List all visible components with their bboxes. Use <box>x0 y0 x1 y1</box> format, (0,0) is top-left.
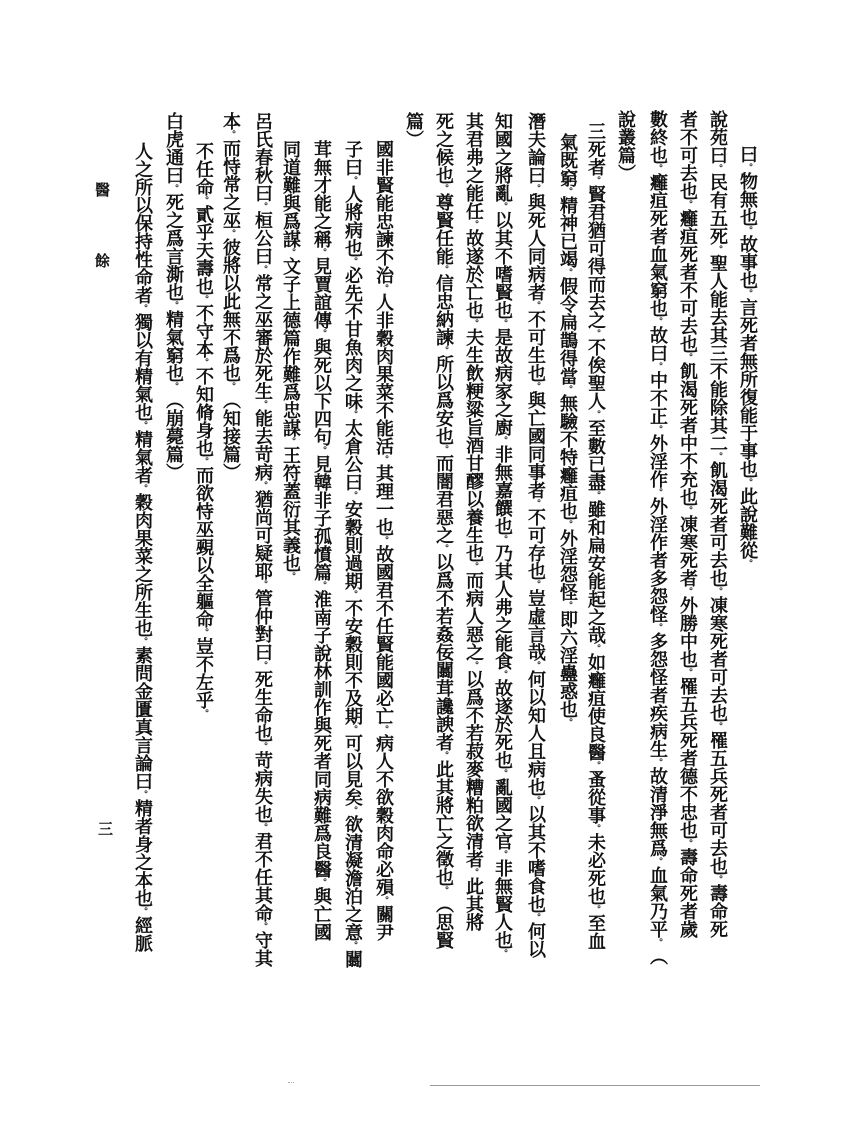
punctuation-mark: 。 <box>347 257 357 266</box>
punctuation-mark: 。 <box>530 796 540 805</box>
punctuation-mark: 。 <box>590 905 600 914</box>
punctuation-mark: 。 <box>590 176 600 185</box>
punctuation-mark: 。 <box>198 628 208 637</box>
punctuation-mark: 。 <box>652 488 662 497</box>
punctuation-mark: 。 <box>347 410 357 419</box>
punctuation-mark: 。 <box>682 839 692 848</box>
footer-rule <box>430 1085 760 1086</box>
punctuation-mark: 。 <box>562 385 572 394</box>
punctuation-mark: 。 <box>438 544 448 553</box>
punctuation-mark: 。 <box>652 164 662 173</box>
punctuation-mark: 。 <box>316 446 326 455</box>
punctuation-mark: 。 <box>562 187 572 196</box>
punctuation-mark: 。 <box>682 200 692 209</box>
punctuation-mark: 。 <box>316 581 326 590</box>
text-column: 呂氏春秋曰。桓公曰。常之巫審於死生。能去苛病。猶尚可疑耶。管仲對曰。死生命也。苛病失也。君不任其命。守其 <box>252 112 273 967</box>
punctuation-mark: 。 <box>257 481 267 490</box>
punctuation-mark: 。 <box>497 535 507 544</box>
punctuation-mark: 。 <box>198 196 208 205</box>
text-column: 國非賢能忠諫不治。人非穀肉果菜不能活。其理一也。故國君不任賢能國必亡。病人不欲穀肉命必殞。關尹 <box>373 140 394 941</box>
punctuation-mark: 。 <box>137 484 147 493</box>
text-column: 白虎通曰。死之爲言澌也。精氣窮也。︵崩薨篇︶ <box>163 112 184 481</box>
punctuation-mark: 。 <box>652 938 662 947</box>
punctuation-mark: 。 <box>652 857 662 866</box>
punctuation-mark: 。 <box>438 445 448 454</box>
page-number: 三 <box>98 820 114 838</box>
punctuation-mark: 。 <box>438 886 448 895</box>
punctuation-mark: 。 <box>257 580 267 589</box>
text-column: 曰。物無也。故事也。言死者無所復能于事也。此說難從。 <box>737 145 758 568</box>
punctuation-mark: 。 <box>168 184 178 193</box>
punctuation-mark: 。 <box>347 491 357 500</box>
punctuation-mark: 。 <box>316 329 326 338</box>
punctuation-mark: 。 <box>137 304 147 313</box>
punctuation-mark: 。 <box>530 580 540 589</box>
punctuation-mark: 。 <box>652 362 662 371</box>
punctuation-mark: 。 <box>378 455 388 464</box>
running-title: 醫餘 <box>93 182 111 324</box>
punctuation-mark: 。 <box>347 725 357 734</box>
punctuation-mark: 。 <box>590 329 600 338</box>
punctuation-mark: 。 <box>712 875 722 884</box>
punctuation-mark: 。 <box>225 229 235 238</box>
punctuation-mark: 。 <box>225 382 235 391</box>
punctuation-mark: 。 <box>742 478 752 487</box>
punctuation-mark: 。 <box>468 868 478 877</box>
punctuation-mark: 。 <box>257 922 267 931</box>
punctuation-mark: 。 <box>562 601 572 610</box>
punctuation-mark: 。 <box>682 587 692 596</box>
punctuation-mark: 。 <box>168 382 178 391</box>
text-column: 不任命。貳乎天壽也。不守本。不知脩身也。而欲恃巫覡以全軀命。豈不左乎。 <box>193 142 214 718</box>
text-column: 死之候也。尊賢任能。信忠納諫。所以爲安也。而闇君惡之。以爲不若姦佞闒茸讒諛者。此其將亡之徵也。︵思賢 <box>433 112 454 949</box>
punctuation-mark: 。 <box>530 913 540 922</box>
punctuation-mark: 。 <box>285 248 295 257</box>
punctuation-mark: 。 <box>497 670 507 679</box>
punctuation-mark: 。 <box>682 353 692 362</box>
punctuation-mark: 。 <box>347 806 357 815</box>
punctuation-mark: 。 <box>285 572 295 581</box>
text-column: 潛夫論曰。與死人同病者。不可生也。與亡國同事者。不可存也。豈虛言哉。何以知人且病也。以其不嗜食也。何以 <box>525 112 546 958</box>
punctuation-mark: 。 <box>497 850 507 859</box>
punctuation-mark: 。 <box>168 301 178 310</box>
punctuation-mark: 。 <box>347 176 357 185</box>
punctuation-mark: 。 <box>590 491 600 500</box>
punctuation-mark: 。 <box>137 421 147 430</box>
punctuation-mark: 。 <box>682 668 692 677</box>
punctuation-mark: 。 <box>347 941 357 950</box>
punctuation-mark: 。 <box>590 644 600 653</box>
punctuation-mark: 。 <box>316 248 326 257</box>
punctuation-mark: 。 <box>378 896 388 905</box>
punctuation-mark: 。 <box>438 184 448 193</box>
punctuation-mark: 。 <box>712 245 722 254</box>
punctuation-mark: 。 <box>257 742 267 751</box>
punctuation-mark: 。 <box>137 907 147 916</box>
punctuation-mark: 。 <box>257 265 267 274</box>
punctuation-mark: 。 <box>378 725 388 734</box>
punctuation-mark: 。 <box>562 718 572 727</box>
punctuation-mark: 。 <box>468 319 478 328</box>
punctuation-mark: 。 <box>712 164 722 173</box>
punctuation-mark: 。 <box>530 184 540 193</box>
punctuation-mark: 。 <box>652 425 662 434</box>
punctuation-mark: 。 <box>137 790 147 799</box>
punctuation-mark: 。 <box>198 709 208 718</box>
punctuation-mark: 。 <box>468 562 478 571</box>
punctuation-mark: 。 <box>562 520 572 529</box>
text-column: 數終也。癰疽死者血氣窮也。故曰。中不正。外淫作。外淫作者多怨怪。多怨怪者疾病生。故清淨無爲。血氣乃平。︵ <box>647 110 668 965</box>
punctuation-mark: 。 <box>257 823 267 832</box>
punctuation-mark: 。 <box>652 317 662 326</box>
punctuation-mark: 。 <box>530 301 540 310</box>
punctuation-mark: 。 <box>562 268 572 277</box>
punctuation-mark: 。 <box>198 457 208 466</box>
punctuation-mark: 。 <box>497 769 507 778</box>
text-column: 人之所以保持性命者。獨以有精氣也。精氣者。穀肉果菜之所生也。素問金匱真言論曰。精者身之本也。經脈 <box>132 142 153 952</box>
punctuation-mark: 。 <box>347 590 357 599</box>
punctuation-mark: 。 <box>712 587 722 596</box>
punctuation-mark: 。 <box>590 410 600 419</box>
punctuation-mark: 。 <box>742 226 752 235</box>
punctuation-mark: 。 <box>468 661 478 670</box>
punctuation-mark: 。 <box>712 452 722 461</box>
text-column: 篇︶ <box>403 112 424 148</box>
text-column: 本。而恃常之巫。彼將以此無不爲也。︵知接篇︶ <box>220 112 241 481</box>
punctuation-mark: 。 <box>257 202 267 211</box>
footer-dots <box>288 1082 294 1083</box>
punctuation-mark: 。 <box>742 559 752 568</box>
text-column: 其君弗之能任。故遂於亡也。夫生飲粳粱旨酒甘醪以養生也。而病人惡之。以爲不若菽麥糟粕欲清者。此其將 <box>463 112 484 931</box>
punctuation-mark: 。 <box>530 499 540 508</box>
punctuation-mark: 。 <box>530 661 540 670</box>
punctuation-mark: 。 <box>497 949 507 958</box>
text-column: 者不可去也。癰疽死者不可去也。飢渴死者中不充也。凍寒死者。外勝中也。罹五兵死者德不忠也。壽命死者歲 <box>677 110 698 938</box>
punctuation-mark: 。 <box>682 506 692 515</box>
text-column: 茸無才能之稱。見賈誼傳。與死以下四句。見韓非子孤憤篇。淮南子說林訓作與死者同病難爲良醫。與亡國 <box>311 140 332 941</box>
punctuation-mark: 。 <box>712 722 722 731</box>
punctuation-mark: 。 <box>378 284 388 293</box>
punctuation-mark: 。 <box>438 265 448 274</box>
punctuation-mark: 。 <box>530 382 540 391</box>
text-column: 氣既窮。精神已竭。假令扁鵲得當。無驗不特癰疽也。外淫怨怪。即六淫蠱惑也。 <box>557 133 578 727</box>
punctuation-mark: 。 <box>225 130 235 139</box>
punctuation-mark: 。 <box>198 295 208 304</box>
punctuation-mark: 。 <box>468 220 478 229</box>
punctuation-mark: 。 <box>198 358 208 367</box>
punctuation-mark: 。 <box>652 623 662 632</box>
punctuation-mark: 。 <box>438 751 448 760</box>
punctuation-mark: 。 <box>438 346 448 355</box>
punctuation-mark: 。 <box>742 289 752 298</box>
text-column: 知國之將亂。以其不嗜賢也。是故病家之廚。非無嘉饌也。乃其人弗之能食。故遂於死也。亂國之官。非無賢人也。 <box>492 112 513 958</box>
punctuation-mark: 。 <box>590 761 600 770</box>
punctuation-mark: 。 <box>378 536 388 545</box>
text-column: 三死者。賢君猶可得而去之。不俟聖人。至數已盡。雖和扁安能起之哉。如癰疽使良醫。蚤從事。未必死也。至血 <box>585 122 606 950</box>
punctuation-mark: 。 <box>257 400 267 409</box>
punctuation-mark: 。 <box>497 202 507 211</box>
punctuation-mark: 。 <box>590 824 600 833</box>
text-column: 說叢篇︶ <box>615 110 636 182</box>
punctuation-mark: 。 <box>497 319 507 328</box>
text-column: 子曰。人將病也。必先不甘魚肉之味。太倉公曰。安穀則過期。不安穀則不及期。可以見矣。欲清凝澹泊之意。闒 <box>342 140 363 968</box>
punctuation-mark: 。 <box>316 878 326 887</box>
punctuation-mark: 。 <box>257 661 267 670</box>
punctuation-mark: 。 <box>137 637 147 646</box>
text-column: 同道難與爲謀。文子上德篇作難爲忠謀。王符蓋衍其義也。 <box>280 140 301 581</box>
punctuation-mark: 。 <box>497 436 507 445</box>
text-column: 說苑曰。民有五死。聖人能去其三不能除其二。飢渴死者可去也。凍寒死者可去也。罹五兵死者可去也。壽命死 <box>707 110 728 938</box>
punctuation-mark: 。 <box>742 163 752 172</box>
punctuation-mark: 。 <box>652 758 662 767</box>
punctuation-mark: 。 <box>285 437 295 446</box>
